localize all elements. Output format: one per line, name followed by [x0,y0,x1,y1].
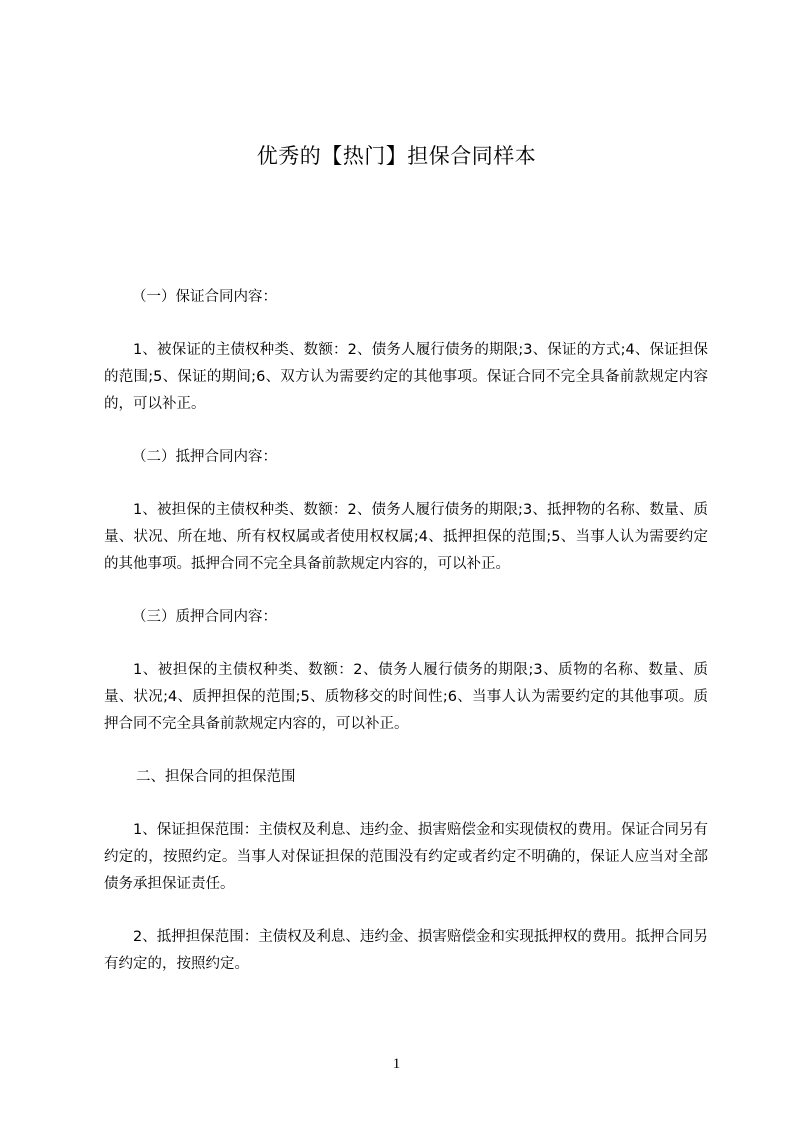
section-mortgage-contract [104,444,708,578]
section-pledge-contract [104,604,708,738]
document-title: 优秀的【热门】担保合同样本 [256,144,537,168]
section-paragraph: 1、被担保的主债权种类、数额：2、债务人履行债务的期限;3、抵押物的名称、数量、质量、状况、所在地、所有权权属或者使用权权属;4、抵押担保的范围;5、当事人认为需要约定的其他事项。抵押合同不完全具备前款规定内容的，可以补正。 [104,502,708,572]
section-paragraph: 2、抵押担保范围：主债权及利息、违约金、损害赔偿金和实现抵押权的费用。抵押合同另有约定的，按照约定。 [104,929,708,972]
section-heading: （一）保证合同内容： [132,289,277,305]
section-guarantee-scope [104,764,708,978]
section-paragraph: 1、保证担保范围：主债权及利息、违约金、损害赔偿金和实现债权的费用。保证合同另有约定的，按照约定。当事人对保证担保的范围没有约定或者约定不明确的，保证人应当对全部债务承担保证责任。 [104,822,708,892]
document-body [104,284,708,978]
section-guarantee-contract [104,284,708,418]
section-paragraph: 1、被担保的主债权种类、数额：2、债务人履行债务的期限;3、质物的名称、数量、质量、状况;4、质押担保的范围;5、质物移交的时间性;6、当事人认为需要约定的其他事项。质押合同不完全具备前款规定内容的，可以补正。 [104,662,708,732]
section-heading: 二、担保合同的担保范围 [136,769,296,785]
section-heading: （三）质押合同内容： [132,609,277,625]
section-paragraph: 1、被保证的主债权种类、数额：2、债务人履行债务的期限;3、保证的方式;4、保证担保的范围;5、保证的期间;6、双方认为需要约定的其他事项。保证合同不完全具备前款规定内容的，可以补正。 [104,342,708,412]
page-number: 1 [392,1056,401,1072]
section-heading: （二）抵押合同内容： [132,449,277,465]
